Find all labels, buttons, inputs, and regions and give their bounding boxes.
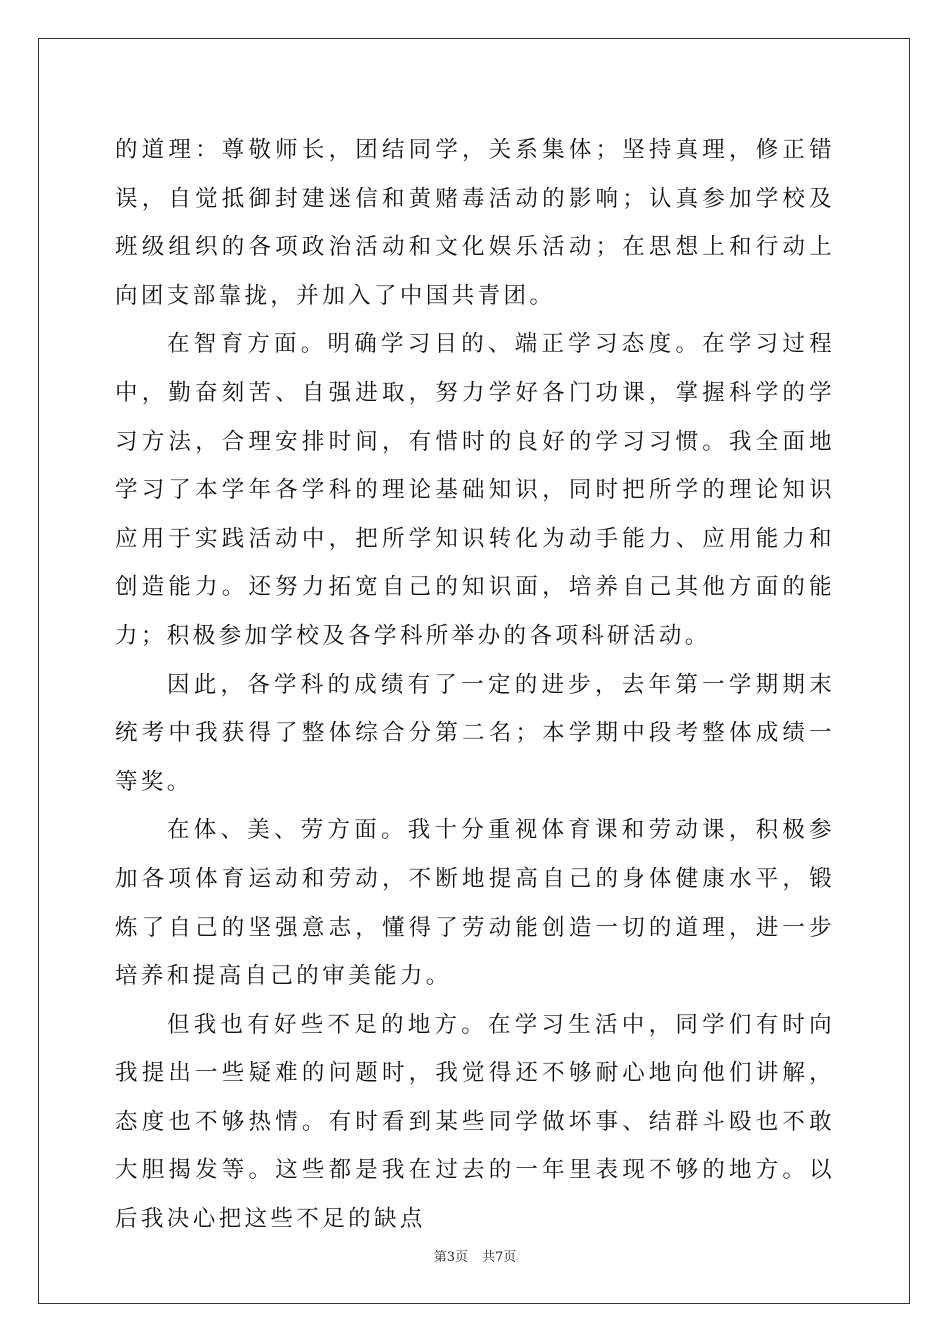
paragraph-intellectual: 在智育方面。明确学习目的、端正学习态度。在学习过程中，勤奋刻苦、自强进取，努力学好各门功课，掌握科学的学习方法，合理安排时间，有惜时的良好的学习习惯。我全面地学习了本学年各学科的理论基础知识，同时把所学的理论知识应用于实践活动中，把所学知识转化为动手能力、应用能力和创造能力。还努力拓宽自己的知识面，培养自己其他方面的能力；积极参加学校及各学科所举办的各项科研活动。 xyxy=(115,331,835,649)
document-body xyxy=(115,126,835,1244)
paragraph-physical-arts-labor: 在体、美、劳方面。我十分重视体育课和劳动课，积极参加各项体育运动和劳动，不断地提高自己的身体健康水平，锻炼了自己的坚强意志，懂得了劳动能创造一切的道理，进一步培养和提高自己的审美能力。 xyxy=(115,817,835,990)
page-number: 第3页 xyxy=(433,1250,468,1265)
page-total: 共7页 xyxy=(482,1250,517,1265)
paragraph-results: 因此，各学科的成绩有了一定的进步，去年第一学期期末统考中我获得了整体综合分第二名；本学期中段考整体成绩一等奖。 xyxy=(115,671,835,795)
page-footer xyxy=(0,1246,950,1265)
paragraph-shortcomings: 但我也有好些不足的地方。在学习生活中，同学们有时向我提出一些疑难的问题时，我觉得还不够耐心地向他们讲解，态度也不够热情。有时看到某些同学做坏事、结群斗殴也不敢大胆揭发等。这些都是我在过去的一年里表现不够的地方。以后我决心把这些不足的缺点 xyxy=(115,1011,835,1233)
paragraph-continuation: 的道理：尊敬师长，团结同学，关系集体；坚持真理，修正错误，自觉抵御封建迷信和黄赌毒活动的影响；认真参加学校及班级组织的各项政治活动和文化娱乐活动；在思想上和行动上向团支部靠拢，并加入了中国共青团。 xyxy=(115,137,835,309)
